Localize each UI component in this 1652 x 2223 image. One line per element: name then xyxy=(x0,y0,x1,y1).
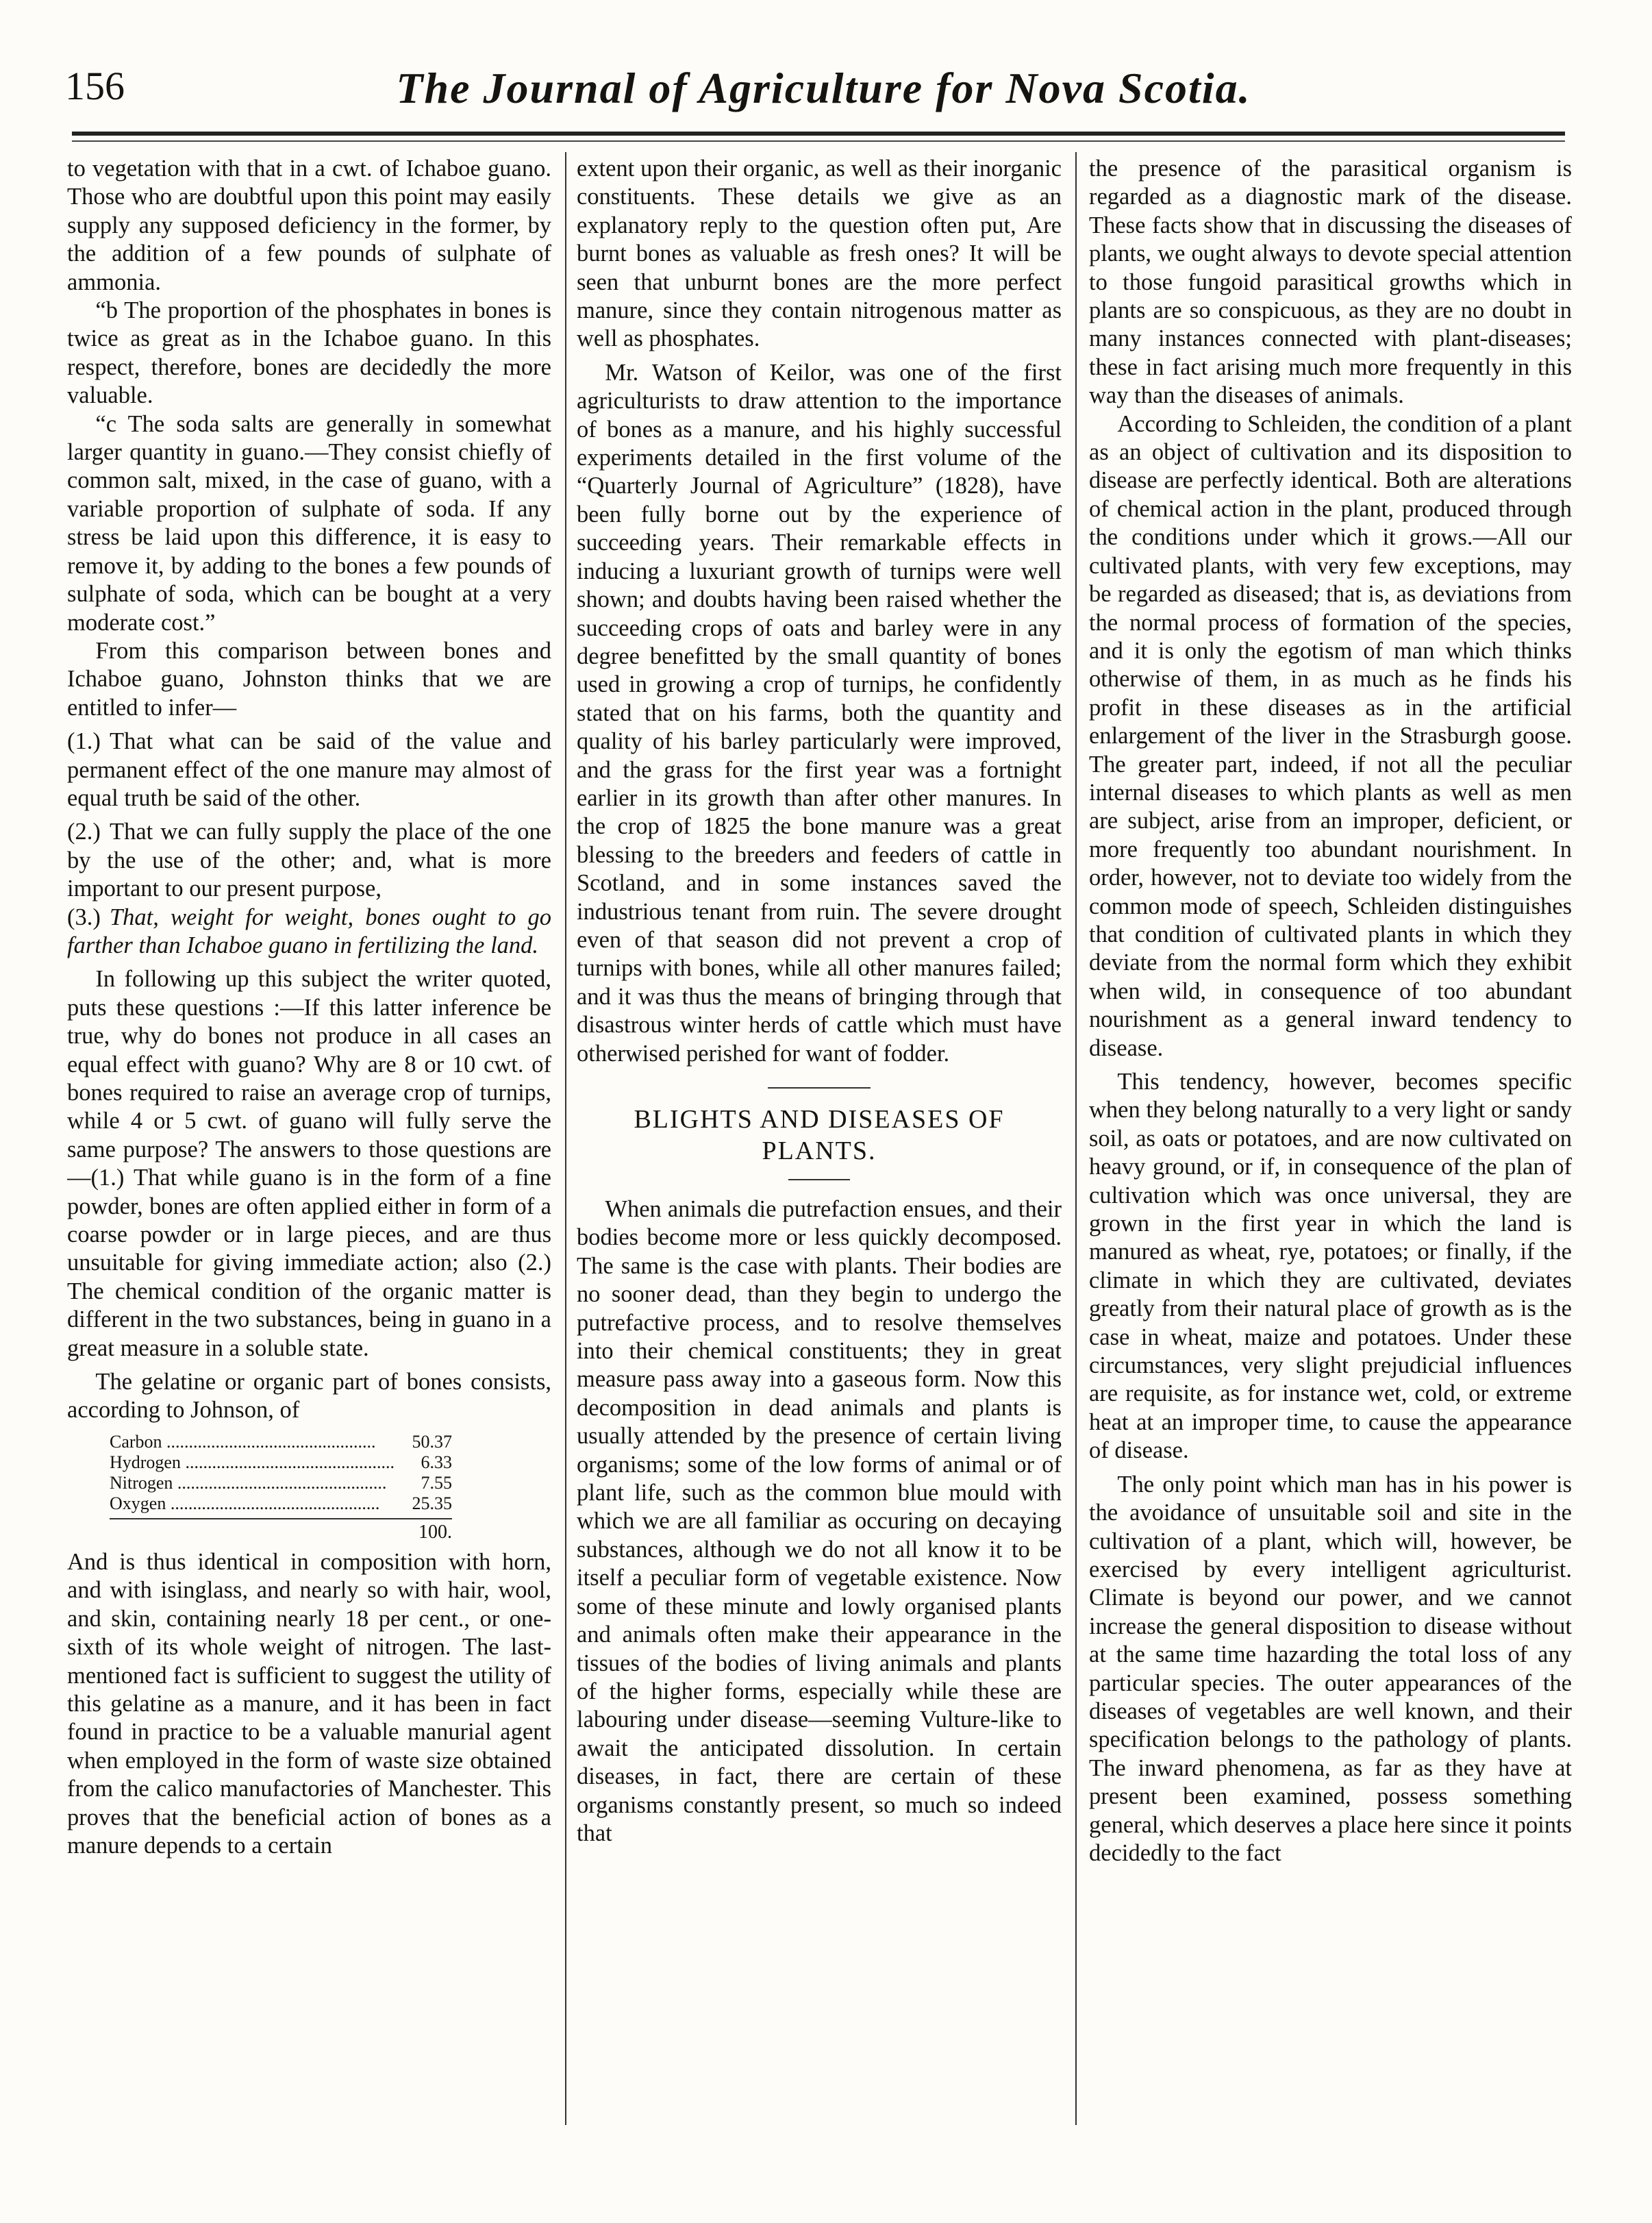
column-right xyxy=(1089,155,1572,2135)
item-number: (2.) xyxy=(67,819,101,845)
paragraph: “c The soda salts are generally in somewhat larger quantity in guano.—They consist chiefly of common salt, mixed, in the case of guano, with a variable proportion of sulphate of soda. If any stress be laid upon this difference, it is easy to remove it, by adding to the bones a few pounds of sulphate of soda, which can be bought at a very moderate cost.” xyxy=(67,410,551,636)
numbered-item xyxy=(67,904,551,960)
table-row xyxy=(110,1473,452,1493)
item-text: That, weight for weight, bones ought to go farther than Ichaboe guano in fertilizing the land. xyxy=(67,904,551,958)
paragraph: extent upon their organic, as well as their inorganic constituents. These details we give as an explanatory reply to the question often put, Are burnt bones as valuable as fresh ones? It will be seen that unburnt bones are the more perfect manure, since they contain nitrogenous matter as well as phosphates. xyxy=(577,156,1062,352)
table-label: Carbon ..... xyxy=(110,1432,408,1452)
table-total: 100. xyxy=(110,1518,452,1543)
numbered-item xyxy=(67,818,551,903)
running-title: The Journal of Agriculture for Nova Scotia. xyxy=(396,64,1251,112)
item-number: (1.) xyxy=(67,728,101,755)
paragraph: From this comparison between bones and Ichaboe guano, Johnston thinks that we are entitled to infer— xyxy=(67,637,551,721)
page-header xyxy=(65,63,1582,122)
item-number: (3.) xyxy=(67,904,101,930)
paragraph: When animals die putrefaction ensues, and their bodies become more or less quickly decomposed. The same is the case with plants. Their bodies are no sooner dead, than they begin to undergo the putrefactive process, and to resolve themselves into their chemical constituents; they in great measure pass away into a gaseous form. Now this decomposition in dead animals and plants is usually attended by the presence of certain living organisms; some of the low forms of animal or of plant life, such as the common blue mould with which we are all familiar as occuring on decaying substances, although we do not all know it to be itself a peculiar form of vegetable existence. Now some of these minute and lowly organised plants and animals often make their appearance in the tissues of the bodies of living animals and plants of the higher forms, especially while these are labouring under disease—seeming Vulture-like to await the anticipated dissolution. In certain diseases, in fact, there are certain of these organisms constantly present, so much so indeed that xyxy=(577,1196,1062,1846)
paragraph: According to Schleiden, the condition of a plant as an object of cultivation and its disposition to disease are perfectly identical. Both are alterations of chemical action in the plant, produced through the conditions under which it grows.—All our cultivated plants, with very few exceptions, may be regarded as diseased; that is, as deviations from the normal process of formation of the species, and it is only the egotism of man which thinks otherwise of them, in as much as he finds his profit in these diseases as in the artificial enlargement of the liver in the Strasburgh goose. The greater part, indeed, if not all the peculiar internal diseases to which plants as well as men are subject, arise from an improper, deficient, or more frequently too abundant nourishment. In order, however, not to deviate too widely from the common mode of speech, Schleiden distinguishes that condition of cultivated plants in which they deviate from the normal form which they exhibit when wild, in consequence of too abundant nourishment as a general inward tendency to disease. xyxy=(1089,410,1572,1061)
column-divider xyxy=(565,152,566,2125)
paragraph: Mr. Watson of Keilor, was one of the first agriculturists to draw attention to the importance of bones as a manure, and his highly successful experiments detailed in the first volume of the “Quarterly Journal of Agriculture” (1828), have been fully borne out by the experience of succeeding years. Their remarkable effects in inducing a luxuriant growth of turnips were well shown; and doubts having been raised whether the succeeding crops of oats and barley were in any degree benefitted by the small quantity of bones used in growing a crop of turnips, he confidently stated that on his farms, both the quantity and quality of his barley particularly were improved, and the grass for the first year was a fortnight earlier in its growth than after other manures. In the crop of 1825 the bone manure was a great blessing to the breeders and feeders of cattle in Scotland, and in some instances saved the industrious tenant from ruin. The severe drought even of that season did not prevent a crop of turnips with bones, while all other manures failed; and it was thus the means of bringing through that disastrous winter herds of cattle which must have otherwised perished for want of fodder. xyxy=(577,359,1062,1067)
numbered-item xyxy=(67,728,551,812)
section-title: BLIGHTS AND DISEASES OF PLANTS. xyxy=(634,1105,1005,1165)
table-row xyxy=(110,1493,452,1514)
table-label: Oxygen ..... xyxy=(110,1493,408,1514)
table-label: Nitrogen ..... xyxy=(110,1473,417,1493)
table-value: 25.35 xyxy=(408,1493,453,1514)
table-row xyxy=(110,1432,452,1452)
table-row xyxy=(110,1452,452,1473)
header-rule-thin xyxy=(72,140,1565,142)
header-rule xyxy=(72,132,1565,136)
paragraph: to vegetation with that in a cwt. of Ichaboe guano. Those who are doubtful upon this point may easily supply any supposed deficiency in the former, by the addition of a few pounds of sulphate of ammonia. xyxy=(67,156,551,295)
item-text: That what can be said of the value and permanent effect of the one manure may almost of equal truth be said of the other. xyxy=(67,728,551,811)
column-left xyxy=(67,155,551,2135)
table-value: 50.37 xyxy=(408,1432,453,1452)
paragraph: The gelatine or organic part of bones consists, according to Johnson, of xyxy=(67,1369,551,1424)
composition-table xyxy=(110,1432,452,1543)
table-value: 7.55 xyxy=(417,1473,453,1493)
table-label: Hydrogen ..... xyxy=(110,1452,417,1473)
paragraph: the presence of the parasitical organism is regarded as a diagnostic mark of the disease. These facts show that in discussing the diseases of plants, we ought always to devote special attention to those fungoid parasitical growths which in plants are so conspicuous, as they are no doubt in many instances connected with plant-diseases; these in fact arising much more frequently in this way than the diseases of animals. xyxy=(1089,156,1572,409)
paragraph: And is thus identical in composition with horn, and with isinglass, and nearly so with hair, wool, and skin, containing nearly 18 per cent., or one-sixth of its whole weight of nitrogen. The last-mentioned fact is sufficient to suggest the utility of this gelatine as a manure, and it has been in fact found in practice to be a valuable manurial agent when employed in the form of waste size obtained from the calico manufactories of Manchester. This proves that the beneficial action of bones as a manure depends to a certain xyxy=(67,1548,551,1859)
paragraph: The only point which man has in his power is the avoidance of unsuitable soil and site in the cultivation of a plant, which will, however, be exercised by every intelligent agriculturist. Climate is beyond our power, and we cannot increase the general disposition to disease without at the same time hazarding the total loss of any particular species. The outer appearances of the diseases of vegetables are well known, and their specification belongs to the pathology of plants. The inward phenomena, as far as they have at present been examined, possess something general, which deserves a place here since it points decidedly to the fact xyxy=(1089,1471,1572,1866)
column-middle xyxy=(577,155,1062,2135)
section-divider xyxy=(768,1087,871,1089)
paragraph: “b The proportion of the phosphates in bones is twice as great as in the Ichaboe guano. In this respect, therefore, bones are decidedly the more valuable. xyxy=(67,297,551,409)
column-divider xyxy=(1075,152,1077,2125)
table-value: 6.33 xyxy=(417,1452,453,1473)
item-text: That we can fully supply the place of the one by the use of the other; and, what is more important to our present purpose, xyxy=(67,819,551,902)
paragraph: In following up this subject the writer quoted, puts these questions :—If this latter inference be true, why do bones not produce in all cases an equal effect with guano? Why are 8 or 10 cwt. of bones required to raise an average crop of turnips, while 4 or 5 cwt. of guano will fully serve the same purpose? The answers to those questions are—(1.) That while guano is in the form of a fine powder, bones are often applied either in form of a coarse powder or in large pieces, and are thus unsuitable for giving immediate action; also (2.) The chemical condition of the organic matter is different in the two substances, being in guano in a great measure in a soluble state. xyxy=(67,966,551,1361)
title-underline xyxy=(788,1179,850,1180)
paragraph: This tendency, however, becomes specific when they belong naturally to a very light or sandy soil, as oats or potatoes, and are now cultivated on heavy ground, or if, in consequence of the plan of cultivation which was once universal, they are grown in the first year in which the land is manured as wheat, rye, potatoes; or finally, if the climate in which they are cultivated, deviates greatly from their natural place of growth as is the case in wheat, maize and potatoes. Under these circumstances, very slight prejudicial influences are requisite, as for instance wet, cold, or extreme heat at an improper time, to cause the appearance of disease. xyxy=(1089,1069,1572,1464)
page-number: 156 xyxy=(65,64,125,108)
